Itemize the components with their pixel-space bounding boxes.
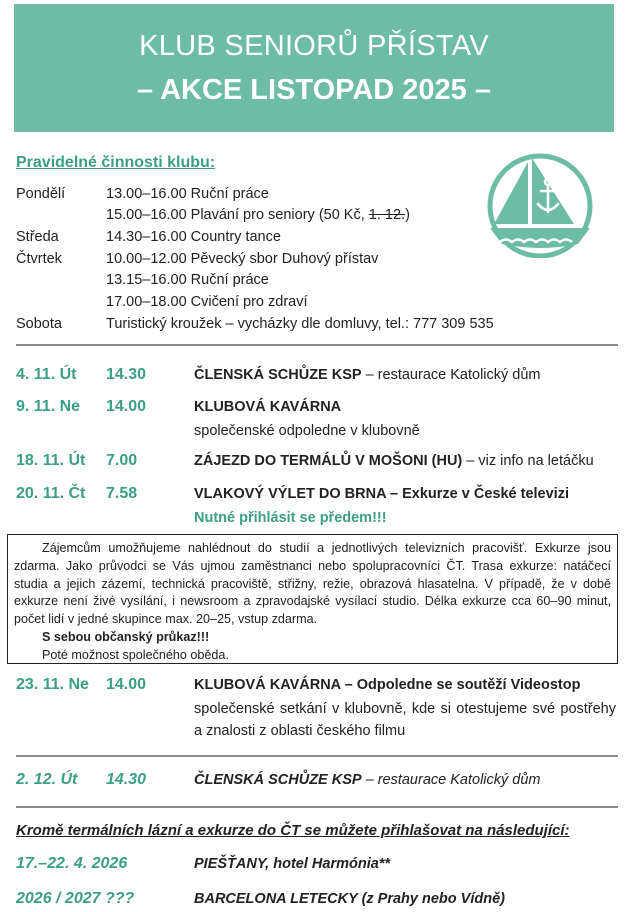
info-text: Zájemcům umožňujeme nahlédnout do studií a jednotlivých televizních pracovišť. Exkurze jsou zdarma. Jako průvodci se Vás ujmou zaměstnanci nebo spolupracovníci ČT. Trasa exkurze: natáčecí studia a jejich zázemí, technická pracoviště, střižny, režie, obrazová hlasatelna. V případě, že v době exkurze není živé vysílání, i newsroom a zpravodajské vysílací studio. Délka exkurze cca 60–90 minut, počet lidí v jedné skupince max. 20–25, vstup zdarma. (14, 541, 611, 627)
regular-activities-title: Pravidelné činnosti klubu: (16, 154, 216, 171)
event-description: ČLENSKÁ SCHŮZE KSP – restaurace Katolický dům (194, 772, 541, 788)
schedule-text: 15.00–16.00 Plavání pro seniory (50 Kč, 1. 12.) (106, 207, 410, 223)
event-description: KLUBOVÁ KAVÁRNA (194, 399, 342, 415)
schedule-text: 14.30–16.00 Country tance (106, 229, 281, 245)
event-time: 14.30 (106, 366, 147, 383)
event-subtitle: společenské odpoledne v klubovně (194, 423, 420, 439)
event-note: Nutné přihlásit se předem!!! (194, 510, 387, 526)
schedule-day: Středa (16, 229, 59, 245)
lunch-note: Poté možnost společného oběda. (42, 647, 229, 662)
schedule-day: Čtvrtek (16, 251, 62, 267)
divider (16, 344, 618, 346)
event-date: 9. 11. Ne (16, 398, 81, 415)
event-date: 23. 11. Ne (16, 676, 89, 693)
schedule-text: 13.15–16.00 Ruční práce (106, 272, 269, 288)
event-date: 20. 11. Čt (16, 485, 86, 502)
other-trips-title: Kromě termálních lázní a exkurze do ČT se můžete přihlašovat na následující: (16, 822, 570, 839)
club-title: KLUB SENIORŮ PŘÍSTAV (139, 30, 489, 62)
event-description: VLAKOVÝ VÝLET DO BRNA – Exkurze v České televizi (194, 486, 569, 502)
divider (16, 755, 618, 757)
sailboat-anchor-icon (478, 150, 602, 258)
event-subtitle: společenské setkání v klubovně, kde si otestujeme své postřehy a znalosti z oblasti českého filmu (194, 701, 616, 739)
schedule-text: 13.00–16.00 Ruční práce (106, 186, 269, 202)
schedule-text: 10.00–12.00 Pěvecký sbor Duhový přístav (106, 251, 379, 267)
trip-title: BARCELONA LETECKY (z Prahy nebo Vídně) (194, 891, 505, 907)
schedule-day: Pondělí (16, 186, 66, 202)
trip-date: 2026 / 2027 ??? (16, 890, 135, 907)
month-title: – AKCE LISTOPAD 2025 – (136, 74, 492, 106)
event-date: 18. 11. Út (16, 452, 86, 469)
event-time: 14.00 (106, 676, 147, 693)
schedule-text: 17.00–18.00 Cvičení pro zdraví (106, 294, 308, 310)
header-banner (14, 4, 614, 132)
event-time: 7.58 (106, 485, 138, 502)
event-time: 7.00 (106, 452, 138, 469)
trip-date: 17.–22. 4. 2026 (16, 855, 128, 872)
event-description: ČLENSKÁ SCHŮZE KSP – restaurace Katolický dům (194, 367, 541, 383)
schedule-text: Turistický kroužek – vycházky dle domluvy, tel.: 777 309 535 (106, 316, 494, 332)
tv-excursion-info-box (7, 534, 618, 664)
event-time: 14.00 (106, 398, 147, 415)
schedule-day: Sobota (16, 316, 62, 332)
event-date: 2. 12. Út (16, 771, 78, 788)
event-time: 14.30 (106, 771, 147, 788)
trip-title: PIEŠŤANY, hotel Harmónia** (194, 856, 391, 872)
bring-id-note: S sebou občanský průkaz!!! (42, 629, 210, 644)
event-date: 4. 11. Út (16, 366, 77, 383)
event-description: KLUBOVÁ KAVÁRNA – Odpoledne se soutěží Videostop (194, 677, 581, 693)
struck-date: 1. 12. (368, 207, 406, 223)
divider (16, 806, 618, 808)
event-description: ZÁJEZD DO TERMÁLŮ V MOŠONI (HU) – viz info na letáčku (194, 453, 594, 469)
